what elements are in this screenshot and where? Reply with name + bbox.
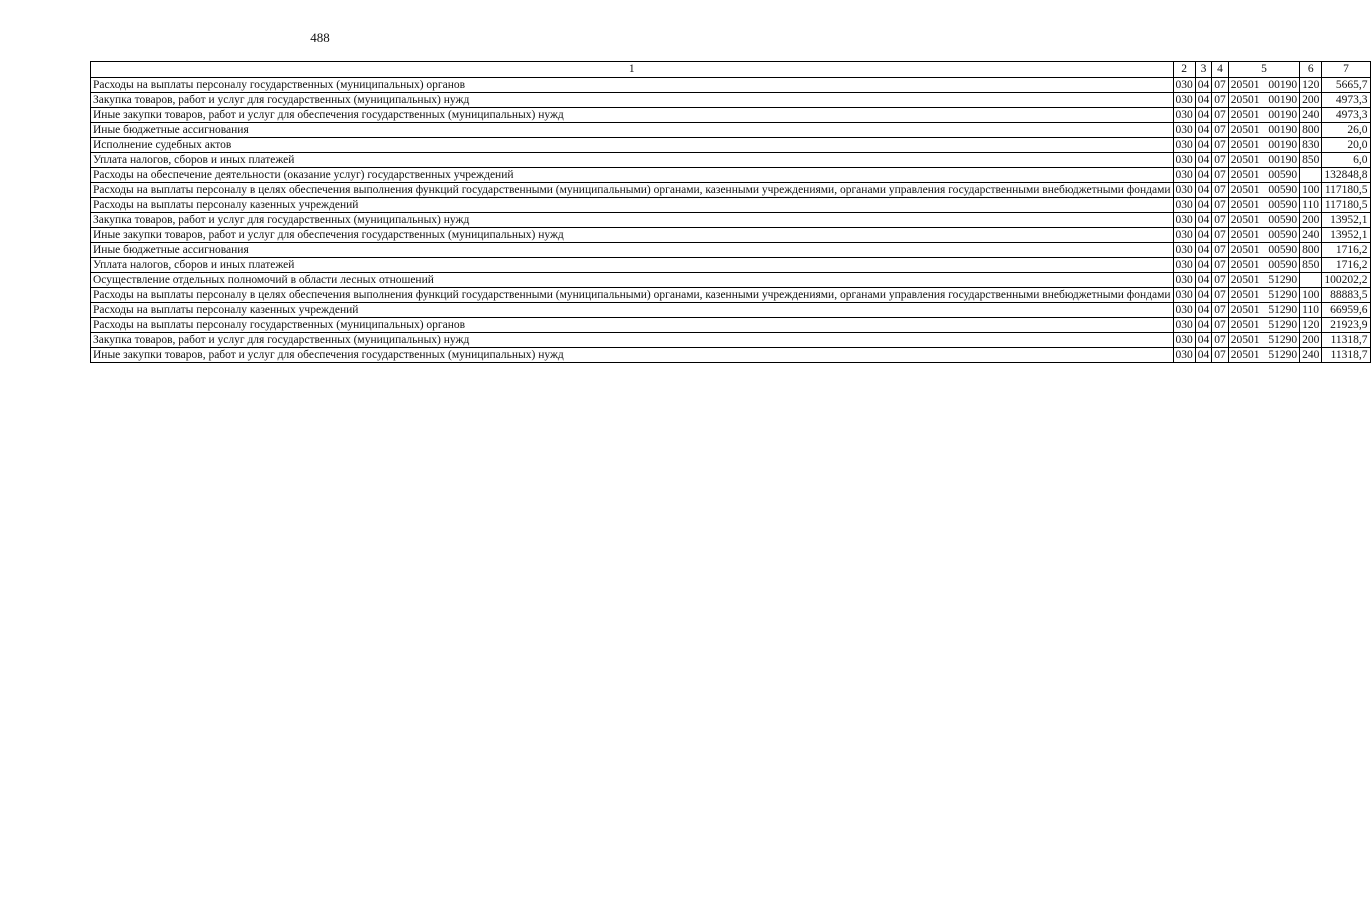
column-header: 3: [1195, 62, 1212, 78]
cell-expense-type: 120: [1300, 78, 1322, 93]
cell-target-article: 20501 00590: [1228, 228, 1299, 243]
cell-subsection: 07: [1212, 78, 1229, 93]
cell-target-article: 20501 00190: [1228, 108, 1299, 123]
cell-subsection: 07: [1212, 303, 1229, 318]
cell-target-article: 20501 00590: [1228, 258, 1299, 273]
row-description: Расходы на выплаты персоналу государственных (муниципальных) органов: [91, 78, 1174, 93]
table-row: [91, 288, 1371, 303]
cell-amount: 6,0: [1322, 153, 1370, 168]
row-description: Закупка товаров, работ и услуг для государственных (муниципальных) нужд: [91, 333, 1174, 348]
table-row: [91, 198, 1371, 213]
cell-expense-type: 800: [1300, 243, 1322, 258]
cell-section: 04: [1195, 243, 1212, 258]
cell-admin-code: 030: [1173, 123, 1195, 138]
cell-subsection: 07: [1212, 198, 1229, 213]
cell-target-article: 20501 00590: [1228, 183, 1299, 198]
cell-amount: 132848,8: [1322, 168, 1370, 183]
row-description: Расходы на выплаты персоналу в целях обеспечения выполнения функций государственными (муниципальными) органами, казенными учреждениями, органами управления государственными внебюджетными фондами: [91, 288, 1174, 303]
cell-subsection: 07: [1212, 348, 1229, 363]
table-row: [91, 228, 1371, 243]
cell-target-article: 20501 00590: [1228, 198, 1299, 213]
cell-subsection: 07: [1212, 168, 1229, 183]
cell-subsection: 07: [1212, 138, 1229, 153]
cell-amount: 20,0: [1322, 138, 1370, 153]
cell-expense-type: 120: [1300, 318, 1322, 333]
cell-expense-type: 850: [1300, 258, 1322, 273]
cell-admin-code: 030: [1173, 243, 1195, 258]
cell-admin-code: 030: [1173, 258, 1195, 273]
cell-admin-code: 030: [1173, 303, 1195, 318]
cell-section: 04: [1195, 303, 1212, 318]
table-row: [91, 93, 1371, 108]
cell-target-article: 20501 00190: [1228, 138, 1299, 153]
column-header: 6: [1300, 62, 1322, 78]
row-description: Расходы на обеспечение деятельности (оказание услуг) государственных учреждений: [91, 168, 1174, 183]
cell-target-article: 20501 00190: [1228, 123, 1299, 138]
cell-section: 04: [1195, 288, 1212, 303]
row-description: Уплата налогов, сборов и иных платежей: [91, 258, 1174, 273]
cell-admin-code: 030: [1173, 138, 1195, 153]
cell-expense-type: 850: [1300, 153, 1322, 168]
table-row: [91, 303, 1371, 318]
row-description: Расходы на выплаты персоналу государственных (муниципальных) органов: [91, 318, 1174, 333]
cell-section: 04: [1195, 273, 1212, 288]
cell-expense-type: 200: [1300, 93, 1322, 108]
cell-target-article: 20501 51290: [1228, 303, 1299, 318]
row-description: Исполнение судебных актов: [91, 138, 1174, 153]
cell-amount: 26,0: [1322, 123, 1370, 138]
cell-subsection: 07: [1212, 318, 1229, 333]
cell-subsection: 07: [1212, 258, 1229, 273]
cell-subsection: 07: [1212, 213, 1229, 228]
cell-amount: 4973,3: [1322, 93, 1370, 108]
cell-expense-type: 200: [1300, 213, 1322, 228]
table-row: [91, 273, 1371, 288]
cell-subsection: 07: [1212, 228, 1229, 243]
cell-expense-type: 110: [1300, 303, 1322, 318]
column-header: 4: [1212, 62, 1229, 78]
cell-admin-code: 030: [1173, 213, 1195, 228]
cell-subsection: 07: [1212, 243, 1229, 258]
row-description: Закупка товаров, работ и услуг для государственных (муниципальных) нужд: [91, 213, 1174, 228]
column-header: 2: [1173, 62, 1195, 78]
cell-amount: 117180,5: [1322, 183, 1370, 198]
table-row: [91, 318, 1371, 333]
cell-expense-type: 240: [1300, 228, 1322, 243]
cell-expense-type: [1300, 168, 1322, 183]
table-row: [91, 138, 1371, 153]
cell-target-article: 20501 51290: [1228, 318, 1299, 333]
table-row: [91, 108, 1371, 123]
table-row: [91, 183, 1371, 198]
cell-target-article: 20501 00590: [1228, 213, 1299, 228]
cell-admin-code: 030: [1173, 183, 1195, 198]
table-row: [91, 243, 1371, 258]
table-row: [91, 153, 1371, 168]
table-row: [91, 213, 1371, 228]
cell-section: 04: [1195, 78, 1212, 93]
cell-section: 04: [1195, 258, 1212, 273]
cell-amount: 66959,6: [1322, 303, 1370, 318]
cell-admin-code: 030: [1173, 228, 1195, 243]
table-row: [91, 333, 1371, 348]
cell-amount: 5665,7: [1322, 78, 1370, 93]
cell-subsection: 07: [1212, 333, 1229, 348]
cell-admin-code: 030: [1173, 288, 1195, 303]
cell-target-article: 20501 00590: [1228, 243, 1299, 258]
cell-section: 04: [1195, 348, 1212, 363]
cell-admin-code: 030: [1173, 348, 1195, 363]
cell-section: 04: [1195, 93, 1212, 108]
cell-subsection: 07: [1212, 153, 1229, 168]
row-description: Расходы на выплаты персоналу казенных учреждений: [91, 198, 1174, 213]
cell-amount: 1716,2: [1322, 258, 1370, 273]
cell-subsection: 07: [1212, 108, 1229, 123]
cell-expense-type: 240: [1300, 108, 1322, 123]
cell-subsection: 07: [1212, 273, 1229, 288]
cell-target-article: 20501 51290: [1228, 333, 1299, 348]
cell-admin-code: 030: [1173, 198, 1195, 213]
cell-section: 04: [1195, 213, 1212, 228]
column-header: 1: [91, 62, 1174, 78]
row-description: Расходы на выплаты персоналу казенных учреждений: [91, 303, 1174, 318]
cell-section: 04: [1195, 138, 1212, 153]
cell-section: 04: [1195, 153, 1212, 168]
cell-amount: 88883,5: [1322, 288, 1370, 303]
cell-target-article: 20501 51290: [1228, 288, 1299, 303]
row-description: Расходы на выплаты персоналу в целях обеспечения выполнения функций государственными (муниципальными) органами, казенными учреждениями, органами управления государственными внебюджетными фондами: [91, 183, 1174, 198]
table-row: [91, 348, 1371, 363]
cell-expense-type: 240: [1300, 348, 1322, 363]
cell-section: 04: [1195, 198, 1212, 213]
cell-subsection: 07: [1212, 288, 1229, 303]
cell-subsection: 07: [1212, 123, 1229, 138]
column-header: 5: [1228, 62, 1299, 78]
cell-amount: 13952,1: [1322, 228, 1370, 243]
cell-section: 04: [1195, 333, 1212, 348]
cell-admin-code: 030: [1173, 168, 1195, 183]
cell-section: 04: [1195, 183, 1212, 198]
column-header: 7: [1322, 62, 1370, 78]
cell-admin-code: 030: [1173, 318, 1195, 333]
cell-subsection: 07: [1212, 93, 1229, 108]
row-description: Осуществление отдельных полномочий в области лесных отношений: [91, 273, 1174, 288]
budget-table: [90, 61, 1371, 363]
cell-amount: 117180,5: [1322, 198, 1370, 213]
cell-expense-type: 100: [1300, 288, 1322, 303]
cell-admin-code: 030: [1173, 333, 1195, 348]
cell-amount: 13952,1: [1322, 213, 1370, 228]
cell-amount: 21923,9: [1322, 318, 1370, 333]
cell-section: 04: [1195, 318, 1212, 333]
cell-target-article: 20501 00590: [1228, 168, 1299, 183]
cell-admin-code: 030: [1173, 108, 1195, 123]
cell-amount: 4973,3: [1322, 108, 1370, 123]
page-number: 488: [310, 30, 330, 45]
cell-target-article: 20501 00190: [1228, 93, 1299, 108]
cell-expense-type: 830: [1300, 138, 1322, 153]
cell-expense-type: [1300, 273, 1322, 288]
cell-expense-type: 110: [1300, 198, 1322, 213]
cell-admin-code: 030: [1173, 93, 1195, 108]
cell-amount: 100202,2: [1322, 273, 1370, 288]
cell-admin-code: 030: [1173, 78, 1195, 93]
table-row: [91, 78, 1371, 93]
row-description: Иные закупки товаров, работ и услуг для обеспечения государственных (муниципальных) нужд: [91, 108, 1174, 123]
cell-admin-code: 030: [1173, 153, 1195, 168]
cell-target-article: 20501 00190: [1228, 153, 1299, 168]
row-description: Уплата налогов, сборов и иных платежей: [91, 153, 1174, 168]
cell-target-article: 20501 51290: [1228, 348, 1299, 363]
cell-subsection: 07: [1212, 183, 1229, 198]
cell-expense-type: 800: [1300, 123, 1322, 138]
table-row: [91, 258, 1371, 273]
cell-admin-code: 030: [1173, 273, 1195, 288]
cell-amount: 11318,7: [1322, 333, 1370, 348]
cell-expense-type: 200: [1300, 333, 1322, 348]
row-description: Иные бюджетные ассигнования: [91, 243, 1174, 258]
table-row: [91, 168, 1371, 183]
cell-target-article: 20501 00190: [1228, 78, 1299, 93]
header-row: [91, 62, 1371, 78]
cell-amount: 1716,2: [1322, 243, 1370, 258]
cell-section: 04: [1195, 228, 1212, 243]
cell-target-article: 20501 51290: [1228, 273, 1299, 288]
cell-section: 04: [1195, 168, 1212, 183]
cell-expense-type: 100: [1300, 183, 1322, 198]
row-description: Иные закупки товаров, работ и услуг для обеспечения государственных (муниципальных) нужд: [91, 228, 1174, 243]
row-description: Иные закупки товаров, работ и услуг для обеспечения государственных (муниципальных) нужд: [91, 348, 1174, 363]
cell-section: 04: [1195, 123, 1212, 138]
row-description: Иные бюджетные ассигнования: [91, 123, 1174, 138]
table-row: [91, 123, 1371, 138]
cell-amount: 11318,7: [1322, 348, 1370, 363]
row-description: Закупка товаров, работ и услуг для государственных (муниципальных) нужд: [91, 93, 1174, 108]
cell-section: 04: [1195, 108, 1212, 123]
